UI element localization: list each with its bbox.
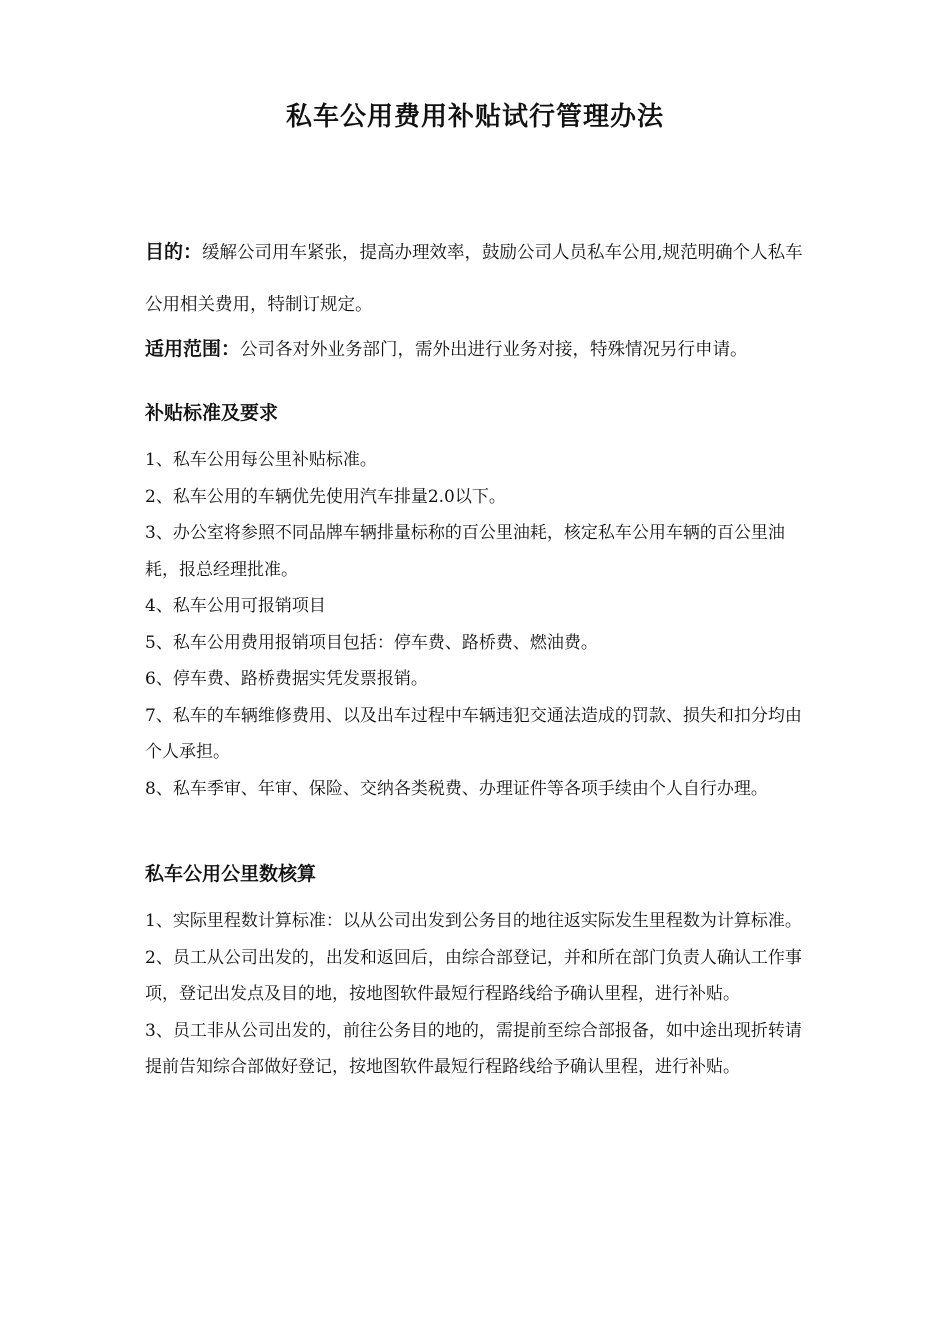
list-item: 6、停车费、路桥费据实凭发票报销。 bbox=[145, 669, 428, 689]
list-item: 3、员工非从公司出发的，前往公务目的地的，需提前至综合部报备，如中途出现折转请提前告知综合部做好登记，按地图软件最短行程路线给予确认里程，进行补贴。 bbox=[145, 1020, 802, 1077]
list-item: 2、员工从公司出发的，出发和返回后，由综合部登记，并和所在部门负责人确认工作事项，登记出发点及目的地，按地图软件最短行程路线给予确认里程，进行补贴。 bbox=[145, 947, 802, 1004]
mileage-list bbox=[145, 903, 813, 1086]
document-title: 私车公用费用补贴试行管理办法 bbox=[285, 102, 664, 132]
list-item: 2、私车公用的车辆优先使用汽车排量2.0以下。 bbox=[145, 486, 506, 507]
subsidy-list bbox=[145, 442, 813, 807]
list-item: 7、私车的车辆维修费用、以及出车过程中车辆违犯交通法造成的罚款、损失和扣分均由个人承担。 bbox=[145, 705, 802, 762]
purpose-label: 目的： bbox=[145, 241, 203, 263]
purpose-text: 缓解公司用车紧张，提高办理效率，鼓励公司人员私车公用,规范明确个人私车公用相关费用，特制订规定。 bbox=[145, 243, 803, 315]
section-heading-mileage: 私车公用公里数核算 bbox=[145, 863, 317, 885]
purpose-paragraph bbox=[145, 226, 815, 331]
list-item: 1、私车公用每公里补贴标准。 bbox=[145, 450, 377, 470]
list-item: 3、办公室将参照不同品牌车辆排量标称的百公里油耗，核定私车公用车辆的百公里油耗，报总经理批准。 bbox=[145, 523, 785, 580]
list-item: 8、私车季审、年审、保险、交纳各类税费、办理证件等各项手续由个人自行办理。 bbox=[145, 778, 768, 799]
section-heading-subsidy: 补贴标准及要求 bbox=[145, 402, 279, 424]
list-item: 4、私车公用可报销项目 bbox=[145, 596, 326, 616]
scope-label: 适用范围： bbox=[145, 338, 241, 360]
scope-paragraph bbox=[145, 323, 815, 376]
scope-text: 公司各对外业务部门，需外出进行业务对接，特殊情况另行申请。 bbox=[240, 340, 748, 360]
list-item: 1、实际里程数计算标准：以从公司出发到公务目的地往返实际发生里程数为计算标准。 bbox=[145, 911, 802, 931]
list-item: 5、私车公用费用报销项目包括：停车费、路桥费、燃油费。 bbox=[145, 632, 598, 653]
